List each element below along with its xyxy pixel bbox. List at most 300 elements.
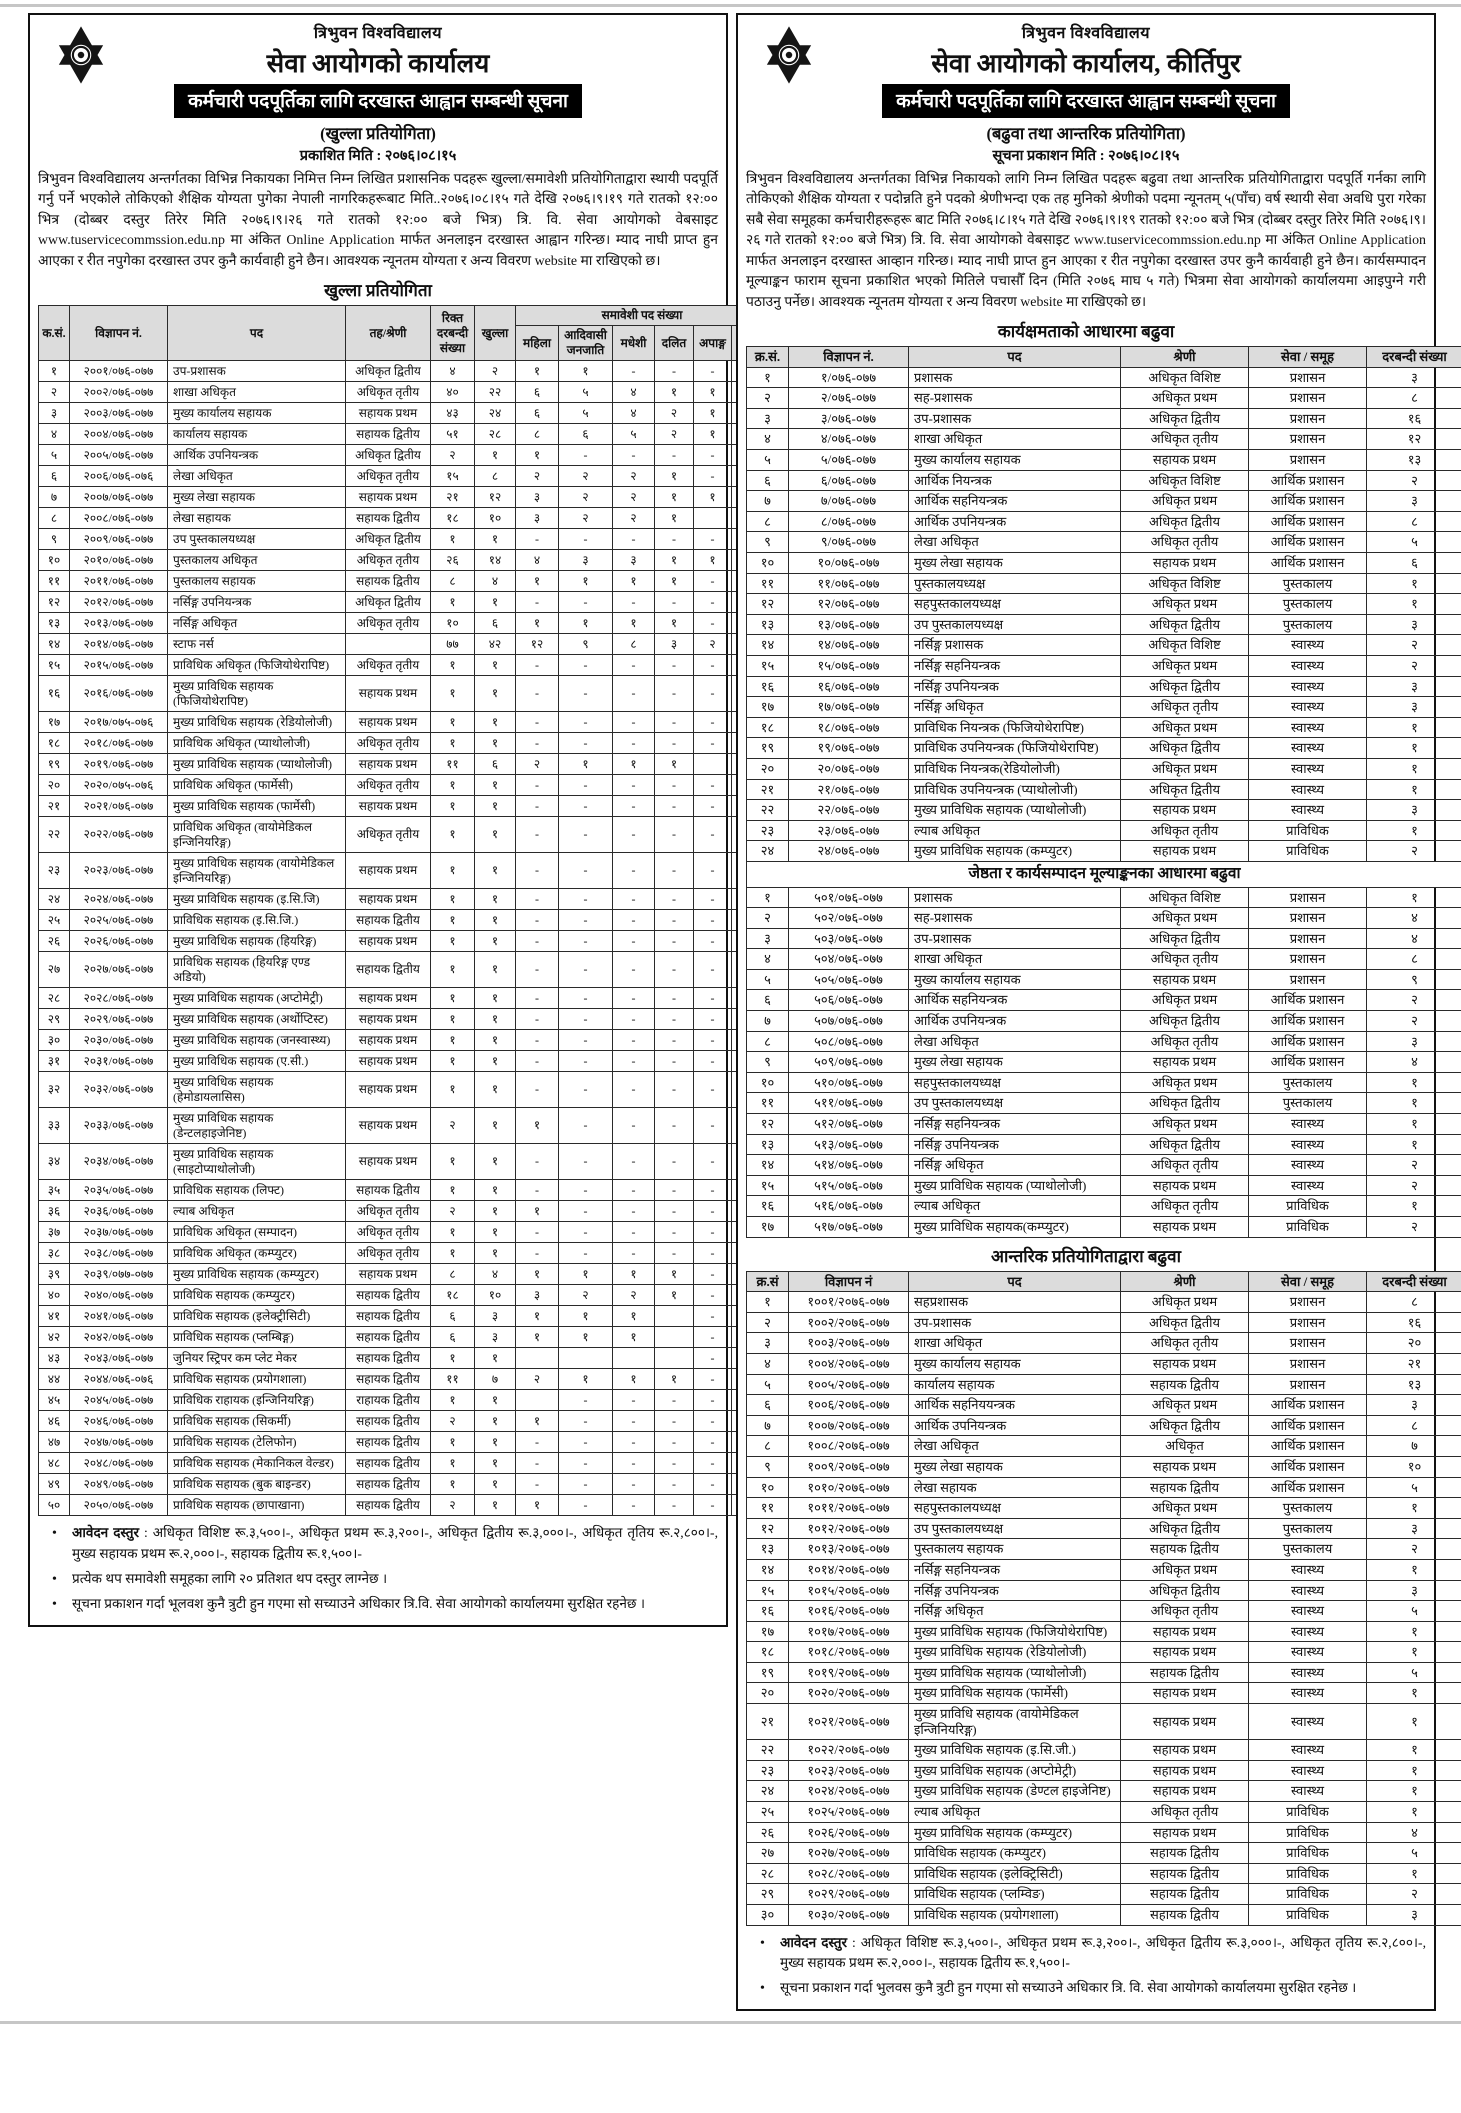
cell-grade: अधिकृत प्रथम xyxy=(1121,655,1249,676)
cell-post: आर्थिक सहनियन्त्रक xyxy=(909,990,1121,1011)
cell-level: सहायक द्वितीय xyxy=(346,1432,431,1453)
cell-inc-4: - xyxy=(694,1369,732,1390)
cell-inc-4: - xyxy=(694,1264,732,1285)
cell-inc-4: - xyxy=(694,910,732,931)
cell-open: १ xyxy=(475,1348,516,1369)
table-row xyxy=(747,887,1461,908)
cell-count: १ xyxy=(1367,717,1461,738)
cell-grade: अधिकृत प्रथम xyxy=(1121,1072,1249,1093)
cell-inc-4: - xyxy=(694,817,732,853)
cell-grade: अधिकृत विशिष्ट xyxy=(1121,635,1249,656)
cell-inc-2: - xyxy=(613,1453,655,1474)
cell-inc-3: - xyxy=(655,655,694,676)
cell-open: १४ xyxy=(475,550,516,571)
cell-ad: १०१७/२०७६-०७७ xyxy=(789,1621,909,1642)
cell-inc-2: २ xyxy=(613,1285,655,1306)
cell-inc-3: - xyxy=(655,529,694,550)
cell-service: स्वास्थ्य xyxy=(1249,1155,1367,1176)
tu-emblem-icon xyxy=(54,25,108,85)
cell-post: प्राविधिक उपनियन्त्रक (प्याथोलोजी) xyxy=(909,779,1121,800)
cell-inc-1: ५ xyxy=(559,403,613,424)
cell-total: १ xyxy=(431,1009,475,1030)
cell-grade: सहायक प्रथम xyxy=(1121,1822,1249,1843)
cell-open: १ xyxy=(475,853,516,889)
cell-sn: १५ xyxy=(747,1175,789,1196)
table-row xyxy=(747,969,1461,990)
cell-ad: २०४९/०७६-०७७ xyxy=(70,1474,168,1495)
col-level: तह/श्रेणी xyxy=(346,306,431,361)
table-row xyxy=(39,931,769,952)
cell-sn: ८ xyxy=(747,1436,789,1457)
cell-count: ३ xyxy=(1367,800,1461,821)
cell-post: प्राविधिक सहायक (इ.सि.जि.) xyxy=(168,910,346,931)
col-advert-no: विज्ञापन नं xyxy=(789,1271,909,1292)
table-row xyxy=(39,817,769,853)
cell-inc-4: - xyxy=(694,712,732,733)
cell-total: ७७ xyxy=(431,634,475,655)
cell-inc-4: - xyxy=(694,613,732,634)
cell-inc-2: - xyxy=(613,445,655,466)
cell-open: १ xyxy=(475,910,516,931)
cell-ad: २०२२/०७६-०७७ xyxy=(70,817,168,853)
cell-ad: १०२५/२०७६-०७७ xyxy=(789,1802,909,1823)
right-notes xyxy=(746,1933,1426,1999)
cell-inc-3: - xyxy=(655,712,694,733)
cell-service: स्वास्थ्य xyxy=(1249,1175,1367,1196)
cell-service: आर्थिक प्रशासन xyxy=(1249,470,1367,491)
right-notice-box xyxy=(736,13,1447,2011)
cell-open: १ xyxy=(475,1108,516,1144)
cell-ad: २०/०७६-०७७ xyxy=(789,758,909,779)
cell-inc-1: १ xyxy=(559,754,613,775)
cell-inc-1: १ xyxy=(559,1306,613,1327)
cell-sn: ३२ xyxy=(39,1072,70,1108)
cell-inc-2: - xyxy=(613,1108,655,1144)
cell-inc-3: - xyxy=(655,1222,694,1243)
cell-service: प्राविधिक xyxy=(1249,1863,1367,1884)
cell-service: स्वास्थ्य xyxy=(1249,655,1367,676)
cell-sn: ५ xyxy=(747,969,789,990)
cell-sn: ६ xyxy=(747,1395,789,1416)
cell-inc-2: - xyxy=(613,1030,655,1051)
cell-ad: १६/०७६-०७७ xyxy=(789,676,909,697)
cell-inc-1: - xyxy=(559,1495,613,1516)
seniority-promotion-title: जेष्ठता र कार्यसम्पादन मूल्याङ्कनका आधारमा बढुवा xyxy=(747,861,1461,887)
cell-inc-4: - xyxy=(694,1432,732,1453)
cell-inc-2: १ xyxy=(613,571,655,592)
cell-post: नर्सिङ्ग उपनियन्त्रक xyxy=(168,592,346,613)
cell-ad: ९/०७६-०७७ xyxy=(789,532,909,553)
cell-open: १ xyxy=(475,775,516,796)
cell-count: २ xyxy=(1367,635,1461,656)
cell-sn: ४९ xyxy=(39,1474,70,1495)
cell-sn: १५ xyxy=(747,1580,789,1601)
cell-grade: अधिकृत तृतीय xyxy=(1121,820,1249,841)
cell-inc-0: - xyxy=(516,853,559,889)
cell-grade: सहायक प्रथम xyxy=(1121,800,1249,821)
cell-count: ८ xyxy=(1367,1415,1461,1436)
cell-post: प्राविधिक सहायक (कम्प्युटर) xyxy=(168,1285,346,1306)
cell-inc-3: १ xyxy=(655,508,694,529)
performance-promotion-rows xyxy=(747,367,1461,861)
table-row xyxy=(39,1222,769,1243)
cell-service: स्वास्थ्य xyxy=(1249,1642,1367,1663)
left-notes xyxy=(38,1523,718,1615)
cell-level: सहायक द्वितीय xyxy=(346,508,431,529)
cell-inc-0: १ xyxy=(516,1306,559,1327)
cell-post: लेखा अधिकृत xyxy=(909,1436,1121,1457)
cell-sn: ३४ xyxy=(39,1144,70,1180)
cell-ad: ५०९/०७६-०७७ xyxy=(789,1052,909,1073)
table-row xyxy=(39,952,769,988)
table-row xyxy=(747,532,1461,553)
cell-grade: सहायक द्वितीय xyxy=(1121,1374,1249,1395)
cell-post: लेखा अधिकृत xyxy=(168,466,346,487)
cell-inc-0: - xyxy=(516,988,559,1009)
table-row xyxy=(39,1243,769,1264)
cell-service: आर्थिक प्रशासन xyxy=(1249,1477,1367,1498)
cell-inc-1: - xyxy=(559,1180,613,1201)
cell-ad: १७/०७६-०७७ xyxy=(789,697,909,718)
cell-inc-3: - xyxy=(655,1243,694,1264)
table-row xyxy=(747,1374,1461,1395)
cell-inc-4: - xyxy=(694,466,732,487)
cell-grade: अधिकृत प्रथम xyxy=(1121,908,1249,929)
cell-count: २ xyxy=(1367,470,1461,491)
cell-sn: १७ xyxy=(747,1621,789,1642)
cell-count: १ xyxy=(1367,1683,1461,1704)
banner-wrap xyxy=(746,84,1426,118)
cell-inc-1: २ xyxy=(559,1285,613,1306)
table-row xyxy=(39,775,769,796)
cell-level: सहायक द्वितीय xyxy=(346,1474,431,1495)
cell-ad: २०११/०७६-०७७ xyxy=(70,571,168,592)
table-row xyxy=(747,367,1461,388)
cell-post: नर्सिङ्ग उपनियन्त्रक xyxy=(909,676,1121,697)
cell-open: १२ xyxy=(475,487,516,508)
cell-inc-0: - xyxy=(516,1474,559,1495)
cell-sn: ३ xyxy=(39,403,70,424)
cell-service: स्वास्थ्य xyxy=(1249,717,1367,738)
cell-inc-3: - xyxy=(655,988,694,1009)
cell-open: १ xyxy=(475,1390,516,1411)
cell-inc-2: १ xyxy=(613,1327,655,1348)
col-sn: क्र.सं. xyxy=(747,347,789,368)
cell-grade: अधिकृत तृतीय xyxy=(1121,1155,1249,1176)
cell-grade: अधिकृत प्रथम xyxy=(1121,1395,1249,1416)
table-row xyxy=(39,796,769,817)
cell-ad: २०४१/०७६-०७७ xyxy=(70,1306,168,1327)
cell-open: २४ xyxy=(475,403,516,424)
cell-inc-0: - xyxy=(516,1180,559,1201)
cell-level: सहायक द्वितीय xyxy=(346,952,431,988)
table-row xyxy=(747,1456,1461,1477)
cell-grade: सहायक प्रथम xyxy=(1121,1217,1249,1238)
cell-ad: २०१४/०७६-०७७ xyxy=(70,634,168,655)
cell-sn: १ xyxy=(747,887,789,908)
cell-open: १ xyxy=(475,1243,516,1264)
cell-inc-1: - xyxy=(559,1108,613,1144)
cell-ad: १०१८/२०७६-०७७ xyxy=(789,1642,909,1663)
cell-level: अधिकृत तृतीय xyxy=(346,733,431,754)
cell-service: आर्थिक प्रशासन xyxy=(1249,1436,1367,1457)
cell-ad: ५०५/०७६-०७७ xyxy=(789,969,909,990)
cell-level: सहायक प्रथम xyxy=(346,1108,431,1144)
cell-inc-4: - xyxy=(694,1390,732,1411)
col-grade: श्रेणी xyxy=(1121,1271,1249,1292)
cell-count: ३ xyxy=(1367,1395,1461,1416)
cell-ad: २०३८/०७६-०७७ xyxy=(70,1243,168,1264)
cell-count: १ xyxy=(1367,820,1461,841)
cell-inc-4: - xyxy=(694,1180,732,1201)
cell-sn: २९ xyxy=(747,1884,789,1905)
table-row xyxy=(747,1052,1461,1073)
cell-post: स्टाफ नर्स xyxy=(168,634,346,655)
cell-inc-3: - xyxy=(655,796,694,817)
cell-level: अधिकृत तृतीय xyxy=(346,655,431,676)
cell-open: २८ xyxy=(475,424,516,445)
cell-level: राहायक द्वितीय xyxy=(346,1390,431,1411)
cell-ad: १०२६/२०७६-०७७ xyxy=(789,1822,909,1843)
table-row xyxy=(747,1217,1461,1238)
cell-inc-0: २ xyxy=(516,466,559,487)
cell-service: प्रशासन xyxy=(1249,1333,1367,1354)
cell-inc-4: - xyxy=(694,1453,732,1474)
cell-sn: ३० xyxy=(747,1905,789,1926)
cell-level: सहायक प्रथम xyxy=(346,403,431,424)
table-row xyxy=(747,1436,1461,1457)
cell-service: स्वास्थ्य xyxy=(1249,1704,1367,1740)
cell-ad: २२/०७६-०७७ xyxy=(789,800,909,821)
cell-level: सहायक द्वितीय xyxy=(346,1180,431,1201)
table-row xyxy=(747,635,1461,656)
cell-count: ९ xyxy=(1367,969,1461,990)
cell-ad: १००६/२०७६-०७७ xyxy=(789,1395,909,1416)
org-name: त्रिभुवन विश्वविद्यालय xyxy=(313,25,443,42)
table-row xyxy=(747,949,1461,970)
cell-post: प्राविधिक सहायक (टेलिफोन) xyxy=(168,1432,346,1453)
cell-inc-3: १ xyxy=(655,382,694,403)
cell-sn: २० xyxy=(747,1683,789,1704)
table-row xyxy=(39,382,769,403)
cell-sn: १९ xyxy=(747,1662,789,1683)
cell-grade: अधिकृत द्वितीय xyxy=(1121,408,1249,429)
cell-sn: ९ xyxy=(747,532,789,553)
cell-inc-0: - xyxy=(516,796,559,817)
cell-ad: २०४४/०७६-०७६ xyxy=(70,1369,168,1390)
col-post: पद xyxy=(168,306,346,361)
cell-post: प्राविधिक अधिकृत (फार्मेसी) xyxy=(168,775,346,796)
cell-ad: १०२४/२०७६-०७७ xyxy=(789,1781,909,1802)
cell-level: सहायक प्रथम xyxy=(346,853,431,889)
cell-ad: १०१९/२०७६-०७७ xyxy=(789,1662,909,1683)
cell-service: प्रशासन xyxy=(1249,429,1367,450)
table-row xyxy=(39,487,769,508)
cell-inc-3: - xyxy=(655,910,694,931)
cell-service: आर्थिक प्रशासन xyxy=(1249,491,1367,512)
cell-inc-1: २ xyxy=(559,508,613,529)
cell-inc-3: - xyxy=(655,733,694,754)
cell-sn: १४ xyxy=(39,634,70,655)
cell-post: आर्थिक उपनियन्त्रक xyxy=(909,1011,1121,1032)
cell-inc-0: १ xyxy=(516,361,559,382)
cell-inc-4: - xyxy=(694,952,732,988)
cell-ad: ५१६/०७६-०७७ xyxy=(789,1196,909,1217)
cell-total: १ xyxy=(431,1243,475,1264)
cell-inc-1: - xyxy=(559,445,613,466)
cell-post: मुख्य कार्यालय सहायक xyxy=(909,969,1121,990)
cell-grade: सहायक द्वितीय xyxy=(1121,1662,1249,1683)
cell-inc-4: - xyxy=(694,655,732,676)
cell-inc-2: - xyxy=(613,733,655,754)
cell-total: ८ xyxy=(431,1264,475,1285)
cell-inc-0: - xyxy=(516,1072,559,1108)
cell-level: सहायक द्वितीय xyxy=(346,1495,431,1516)
cell-count: १ xyxy=(1367,1704,1461,1740)
cell-sn: १७ xyxy=(39,712,70,733)
cell-inc-2: - xyxy=(613,931,655,952)
cell-post: मुख्य लेखा सहायक xyxy=(168,487,346,508)
table-row xyxy=(39,550,769,571)
cell-level: अधिकृत तृतीय xyxy=(346,1243,431,1264)
cell-ad: १०१५/२०७६-०७७ xyxy=(789,1580,909,1601)
cell-post: नर्सिङ्ग प्रशासक xyxy=(909,635,1121,656)
cell-sn: ३५ xyxy=(39,1180,70,1201)
cell-count: १० xyxy=(1367,1456,1461,1477)
cell-level: सहायक प्रथम xyxy=(346,1009,431,1030)
cell-service: स्वास्थ्य xyxy=(1249,1621,1367,1642)
cell-sn: २ xyxy=(747,388,789,409)
cell-post: नर्सिङ्ग सहनियन्त्रक xyxy=(909,1114,1121,1135)
cell-inc-0 xyxy=(516,1348,559,1369)
col-grade: श्रेणी xyxy=(1121,347,1249,368)
cell-sn: १४ xyxy=(747,1559,789,1580)
cell-inc-0: - xyxy=(516,655,559,676)
cell-ad: २००५/०७६-०७७ xyxy=(70,445,168,466)
cell-post: मुख्य लेखा सहायक xyxy=(909,1456,1121,1477)
cell-inc-3: १ xyxy=(655,613,694,634)
table-row xyxy=(747,779,1461,800)
cell-service: स्वास्थ्य xyxy=(1249,676,1367,697)
cell-service: आर्थिक प्रशासन xyxy=(1249,1031,1367,1052)
cell-level: सहायक प्रथम xyxy=(346,754,431,775)
cell-inc-1: - xyxy=(559,910,613,931)
cell-inc-4: - xyxy=(694,1495,732,1516)
cell-sn: २३ xyxy=(747,1760,789,1781)
cell-total: १ xyxy=(431,655,475,676)
cell-ad: ५१७/०७६-०७७ xyxy=(789,1217,909,1238)
competition-type: (खुल्ला प्रतियोगिता) xyxy=(320,124,436,143)
cell-ad: ७/०७६-०७७ xyxy=(789,491,909,512)
cell-sn: २७ xyxy=(747,1843,789,1864)
col-dalit: दलित xyxy=(655,326,694,361)
note-fee xyxy=(46,1523,718,1564)
open-competition-rows xyxy=(39,361,769,1516)
cell-count: ५ xyxy=(1367,1662,1461,1683)
cell-level: सहायक प्रथम xyxy=(346,1051,431,1072)
cell-sn: १० xyxy=(39,550,70,571)
cell-total: २ xyxy=(431,1108,475,1144)
table-row xyxy=(747,758,1461,779)
table-row xyxy=(747,676,1461,697)
cell-sn: २८ xyxy=(747,1863,789,1884)
cell-inc-3: - xyxy=(655,889,694,910)
cell-inc-1: १ xyxy=(559,1264,613,1285)
cell-count: २ xyxy=(1367,990,1461,1011)
cell-inc-4: - xyxy=(694,1051,732,1072)
cell-total: २१ xyxy=(431,487,475,508)
cell-open: १ xyxy=(475,1453,516,1474)
cell-count: १ xyxy=(1367,1863,1461,1884)
cell-post: प्राविधिक सहायक (लिफ्ट) xyxy=(168,1180,346,1201)
cell-count: ३ xyxy=(1367,1905,1461,1926)
cell-inc-4: - xyxy=(694,361,732,382)
cell-grade: अधिकृत तृतीय xyxy=(1121,429,1249,450)
cell-open: १ xyxy=(475,1180,516,1201)
cell-inc-2: ५ xyxy=(613,424,655,445)
cell-inc-1: १ xyxy=(559,361,613,382)
cell-open: ३ xyxy=(475,1306,516,1327)
cell-ad: २४/०७६-०७७ xyxy=(789,841,909,862)
cell-count: ४ xyxy=(1367,1052,1461,1073)
cell-grade: सहायक प्रथम xyxy=(1121,1760,1249,1781)
cell-post: शाखा अधिकृत xyxy=(168,382,346,403)
table-row xyxy=(39,445,769,466)
cell-inc-0: - xyxy=(516,529,559,550)
cell-inc-0: - xyxy=(516,1453,559,1474)
cell-sn: १८ xyxy=(39,733,70,754)
cell-sn: १८ xyxy=(747,1642,789,1663)
cell-post: मुख्य प्राविधिक सहायक (हियरिङ्ग) xyxy=(168,931,346,952)
cell-count: २ xyxy=(1367,1155,1461,1176)
cell-ad: २०२७/०७६-०७७ xyxy=(70,952,168,988)
cell-inc-1: - xyxy=(559,952,613,988)
cell-inc-4: - xyxy=(694,592,732,613)
cell-inc-1: - xyxy=(559,817,613,853)
cell-post: उप पुस्तकालयध्यक्ष xyxy=(168,529,346,550)
cell-total: १८ xyxy=(431,508,475,529)
cell-sn: ११ xyxy=(747,573,789,594)
cell-grade: सहायक प्रथम xyxy=(1121,969,1249,990)
cell-post: सहपुस्तकालयध्यक्ष xyxy=(909,594,1121,615)
table-row xyxy=(747,491,1461,512)
cell-count: १ xyxy=(1367,1134,1461,1155)
cell-post: नर्सिङ्ग सहनियन्त्रक xyxy=(909,655,1121,676)
cell-level: सहायक द्वितीय xyxy=(346,1453,431,1474)
cell-level: सहायक द्वितीय xyxy=(346,1348,431,1369)
cell-ad: १०२३/२०७६-०७७ xyxy=(789,1760,909,1781)
cell-post: मुख्य प्राविधिक सहायक (प्याथोलोजी) xyxy=(909,800,1121,821)
table-row xyxy=(39,1051,769,1072)
cell-inc-1: - xyxy=(559,853,613,889)
table-row xyxy=(747,594,1461,615)
cell-count: ३ xyxy=(1367,367,1461,388)
cell-sn: २४ xyxy=(39,889,70,910)
table-row xyxy=(39,424,769,445)
table-row xyxy=(39,1306,769,1327)
cell-grade: अधिकृत तृतीय xyxy=(1121,1031,1249,1052)
cell-level: अधिकृत तृतीय xyxy=(346,1201,431,1222)
col-disabled: अपाङ्ग xyxy=(694,326,732,361)
cell-level: सहायक प्रथम xyxy=(346,712,431,733)
cell-inc-1: - xyxy=(559,1072,613,1108)
table-row xyxy=(747,1498,1461,1519)
col-sn: क्र.सं xyxy=(747,1271,789,1292)
cell-inc-3: १ xyxy=(655,487,694,508)
cell-inc-0: १२ xyxy=(516,634,559,655)
cell-inc-2: - xyxy=(613,1180,655,1201)
cell-inc-1: १ xyxy=(559,1327,613,1348)
